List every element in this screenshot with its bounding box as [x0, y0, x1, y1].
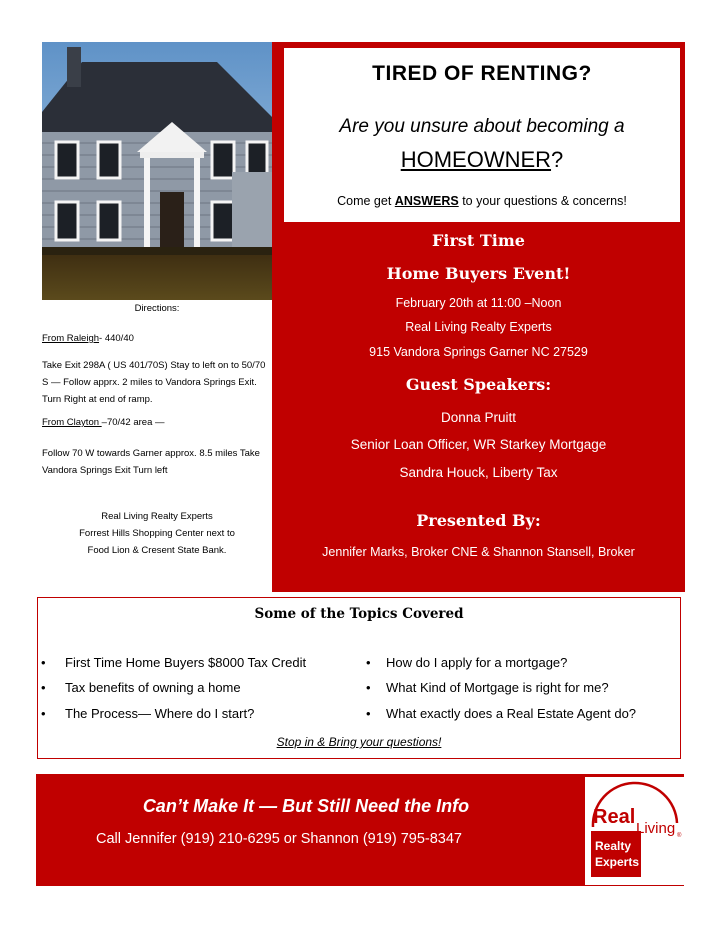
event-date: February 20th at 11:00 –Noon [395, 296, 562, 310]
logo-experts: Experts [595, 855, 640, 869]
location-info [42, 508, 272, 559]
answers-word: ANSWERS [394, 194, 459, 208]
from-clayton-rest: –70/42 area — [101, 417, 165, 428]
footer-call: Call Jennifer (919) 210-6295 or Shannon (919) 795-8347 [96, 831, 462, 847]
directions-title: Directions: [134, 303, 180, 314]
event-address: 915 Vandora Springs Garner NC 27529 [369, 345, 588, 359]
bullet-icon: • [41, 706, 46, 721]
bullet-icon: • [366, 655, 371, 670]
from-raleigh-link: From Raleigh [42, 333, 100, 344]
event-first-time: First Time [432, 231, 525, 250]
footer-heading: Can’t Make It — But Still Need the Info [142, 796, 470, 816]
topics-title: Some of the Topics Covered [254, 606, 464, 622]
location-line-3: Food Lion & Cresent State Bank. [87, 545, 227, 556]
clayton-directions: Follow 70 W towards Garner approx. 8.5 miles Take Vandora Springs Exit Turn left [42, 448, 260, 476]
location-line-2: Forrest Hills Shopping Center next to [79, 528, 235, 539]
from-clayton [42, 417, 272, 429]
from-raleigh [42, 333, 272, 345]
topic-item: The Process— Where do I start? [65, 706, 255, 721]
guest-speakers-heading: Guest Speakers: [405, 375, 552, 394]
topic-item: First Time Home Buyers $8000 Tax Credit [65, 655, 307, 670]
raleigh-directions: Take Exit 298A ( US 401/70S) Stay to left on to 50/70 S — Follow apprx. 2 miles to Vandora Springs Exit. Turn Right at end of ramp. [42, 360, 266, 405]
logo-red-block [591, 831, 641, 877]
logo-living: Living [636, 820, 676, 837]
come-get-post: to your questions & concerns! [462, 194, 627, 208]
homeowner-word: HOMEOWNER [400, 147, 552, 172]
presenters: Jennifer Marks, Broker CNE & Shannon Stansell, Broker [322, 545, 635, 559]
location-line-1: Real Living Realty Experts [101, 511, 213, 522]
speaker-2: Sandra Houck, Liberty Tax [399, 465, 558, 480]
stop-in-text: Stop in & Bring your questions! [276, 735, 442, 749]
event-company: Real Living Realty Experts [405, 320, 552, 334]
event-title: Home Buyers Event! [386, 264, 571, 283]
logo-realty: Realty [595, 839, 632, 853]
bullet-icon: • [366, 706, 371, 721]
headline-homeowner [284, 147, 680, 173]
headline-subtitle [284, 194, 680, 208]
real-living-logo [585, 777, 684, 885]
topic-item: What Kind of Mortgage is right for me? [386, 680, 609, 695]
headline-question: Are you unsure about becoming a [339, 116, 625, 137]
stop-in-note [37, 735, 681, 749]
speaker-1-title: Senior Loan Officer, WR Starkey Mortgage [350, 437, 607, 452]
presented-by-heading: Presented By: [416, 511, 541, 530]
headline-title: TIRED OF RENTING? [372, 62, 592, 85]
topic-item: How do I apply for a mortgage? [386, 655, 568, 670]
house-photo [42, 42, 272, 300]
from-clayton-link: From Clayton [42, 417, 102, 428]
bullet-icon: • [366, 680, 371, 695]
logo-reg: ® [677, 833, 682, 839]
speaker-1-name: Donna Pruitt [440, 410, 517, 425]
logo-real: Real [593, 806, 636, 828]
homeowner-qmark: ? [551, 147, 564, 172]
come-get-pre: Come get [337, 194, 392, 208]
topic-item: Tax benefits of owning a home [65, 680, 241, 695]
bullet-icon: • [41, 680, 46, 695]
topic-item: What exactly does a Real Estate Agent do? [386, 706, 637, 721]
from-raleigh-rest: - 440/40 [99, 333, 134, 344]
bullet-icon: • [41, 655, 46, 670]
